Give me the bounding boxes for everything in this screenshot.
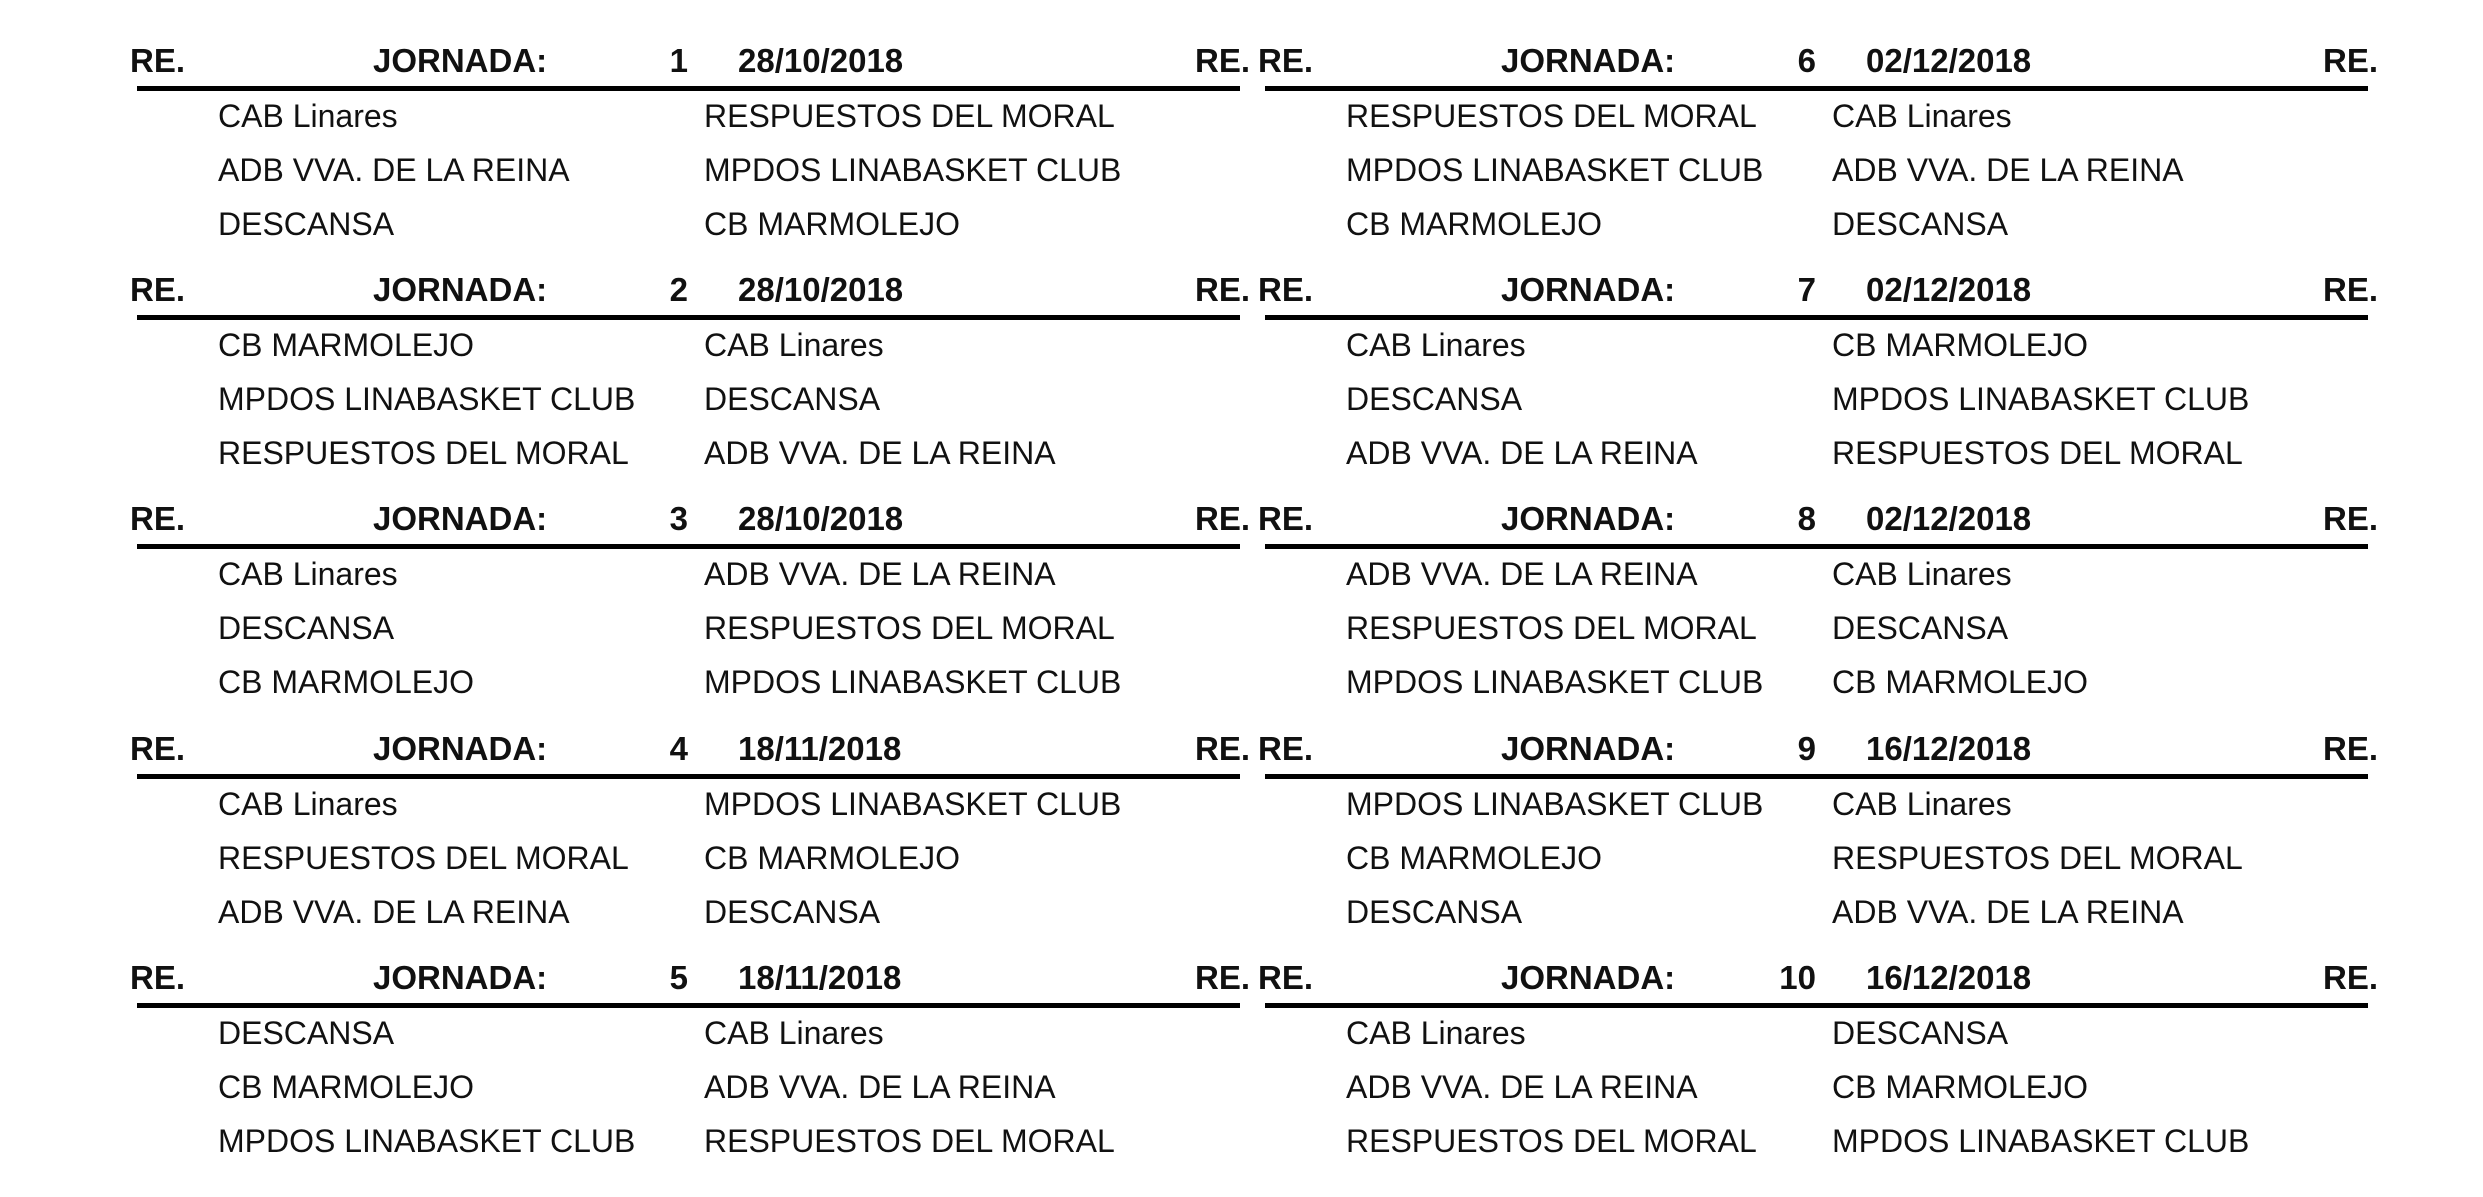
header-divider bbox=[137, 544, 1240, 549]
jornada-number: 4 bbox=[669, 730, 688, 767]
round-header bbox=[130, 40, 1250, 84]
re-label-right: RE. bbox=[2322, 730, 2378, 767]
away-team: RESPUESTOS DEL MORAL bbox=[704, 1123, 1115, 1159]
jornada-label: JORNADA: bbox=[373, 42, 548, 79]
jornada-label: JORNADA: bbox=[1501, 500, 1676, 537]
jornada-number: 1 bbox=[669, 42, 688, 79]
away-team: DESCANSA bbox=[1832, 206, 2009, 242]
away-team: CB MARMOLEJO bbox=[1832, 1069, 2089, 1105]
home-team: DESCANSA bbox=[1346, 381, 1523, 417]
away-team: ADB VVA. DE LA REINA bbox=[704, 556, 1056, 592]
re-label-right: RE. bbox=[2322, 42, 2378, 79]
home-team: MPDOS LINABASKET CLUB bbox=[1346, 786, 1764, 822]
match-row bbox=[130, 610, 1250, 664]
round-header bbox=[1258, 728, 2378, 772]
home-team: DESCANSA bbox=[218, 1015, 395, 1051]
away-team: RESPUESTOS DEL MORAL bbox=[1832, 840, 2243, 876]
away-team: CAB Linares bbox=[1832, 556, 2012, 592]
jornada-date: 02/12/2018 bbox=[1866, 271, 2032, 308]
jornada-date: 18/11/2018 bbox=[738, 959, 902, 996]
match-row bbox=[130, 327, 1250, 381]
match-row bbox=[130, 98, 1250, 152]
header-divider bbox=[1265, 1003, 2368, 1008]
away-team: CB MARMOLEJO bbox=[1832, 327, 2089, 363]
home-team: ADB VVA. DE LA REINA bbox=[218, 152, 570, 188]
jornada-date: 02/12/2018 bbox=[1866, 42, 2032, 79]
jornada-number: 3 bbox=[669, 500, 688, 537]
jornada-number: 5 bbox=[669, 959, 688, 996]
away-team: ADB VVA. DE LA REINA bbox=[1832, 152, 2184, 188]
away-team: DESCANSA bbox=[1832, 610, 2009, 646]
re-label-left: RE. bbox=[1258, 271, 1314, 308]
home-team: CAB Linares bbox=[1346, 327, 1526, 363]
jornada-label: JORNADA: bbox=[373, 959, 548, 996]
round-block bbox=[1258, 458, 2378, 700]
home-team: ADB VVA. DE LA REINA bbox=[1346, 1069, 1698, 1105]
away-team: MPDOS LINABASKET CLUB bbox=[1832, 381, 2250, 417]
home-team: MPDOS LINABASKET CLUB bbox=[218, 1123, 636, 1159]
jornada-label: JORNADA: bbox=[1501, 42, 1676, 79]
match-row bbox=[1258, 381, 2378, 435]
away-team: CB MARMOLEJO bbox=[704, 840, 961, 876]
home-team: ADB VVA. DE LA REINA bbox=[1346, 556, 1698, 592]
round-block bbox=[1258, 917, 2378, 1159]
home-team: CB MARMOLEJO bbox=[1346, 206, 1603, 242]
re-label-right: RE. bbox=[1194, 959, 1250, 996]
home-team: CB MARMOLEJO bbox=[218, 1069, 475, 1105]
away-team: DESCANSA bbox=[1832, 1015, 2009, 1051]
re-label-right: RE. bbox=[2322, 271, 2378, 308]
away-team: CB MARMOLEJO bbox=[704, 206, 961, 242]
re-label-right: RE. bbox=[2322, 959, 2378, 996]
home-team: CB MARMOLEJO bbox=[1346, 840, 1603, 876]
match-row bbox=[1258, 98, 2378, 152]
home-team: RESPUESTOS DEL MORAL bbox=[1346, 610, 1757, 646]
match-row bbox=[1258, 1069, 2378, 1123]
home-team: CAB Linares bbox=[218, 556, 398, 592]
header-divider bbox=[137, 1003, 1240, 1008]
away-team: CB MARMOLEJO bbox=[1832, 664, 2089, 700]
match-row bbox=[130, 1069, 1250, 1123]
home-team: CAB Linares bbox=[1346, 1015, 1526, 1051]
jornada-date: 16/12/2018 bbox=[1866, 959, 2032, 996]
jornada-label: JORNADA: bbox=[1501, 959, 1676, 996]
jornada-number: 2 bbox=[669, 271, 688, 308]
match-row bbox=[1258, 610, 2378, 664]
re-label-left: RE. bbox=[130, 500, 186, 537]
away-team: MPDOS LINABASKET CLUB bbox=[704, 664, 1122, 700]
away-team: RESPUESTOS DEL MORAL bbox=[1832, 435, 2243, 471]
round-block bbox=[130, 458, 1250, 700]
re-label-left: RE. bbox=[1258, 500, 1314, 537]
away-team: DESCANSA bbox=[704, 381, 881, 417]
header-divider bbox=[1265, 774, 2368, 779]
re-label-left: RE. bbox=[130, 730, 186, 767]
jornada-number: 10 bbox=[1779, 959, 1816, 996]
jornada-number: 7 bbox=[1797, 271, 1816, 308]
jornada-date: 16/12/2018 bbox=[1866, 730, 2032, 767]
away-team: CAB Linares bbox=[704, 327, 884, 363]
header-divider bbox=[137, 315, 1240, 320]
round-block bbox=[130, 688, 1250, 930]
jornada-number: 8 bbox=[1797, 500, 1816, 537]
jornada-label: JORNADA: bbox=[1501, 271, 1676, 308]
away-team: RESPUESTOS DEL MORAL bbox=[704, 98, 1115, 134]
round-block bbox=[130, 0, 1250, 242]
round-header bbox=[1258, 40, 2378, 84]
jornada-label: JORNADA: bbox=[373, 271, 548, 308]
away-team: RESPUESTOS DEL MORAL bbox=[704, 610, 1115, 646]
re-label-left: RE. bbox=[130, 42, 186, 79]
match-row bbox=[130, 1015, 1250, 1069]
away-team: CAB Linares bbox=[1832, 786, 2012, 822]
re-label-left: RE. bbox=[1258, 730, 1314, 767]
match-row bbox=[1258, 152, 2378, 206]
round-header bbox=[1258, 498, 2378, 542]
round-block bbox=[1258, 688, 2378, 930]
re-label-left: RE. bbox=[1258, 42, 1314, 79]
round-block bbox=[130, 917, 1250, 1159]
away-team: DESCANSA bbox=[704, 894, 881, 930]
match-row bbox=[130, 556, 1250, 610]
round-block bbox=[1258, 0, 2378, 242]
re-label-left: RE. bbox=[130, 271, 186, 308]
re-label-right: RE. bbox=[1194, 42, 1250, 79]
round-header bbox=[130, 498, 1250, 542]
home-team: RESPUESTOS DEL MORAL bbox=[218, 840, 629, 876]
jornada-label: JORNADA: bbox=[373, 730, 548, 767]
match-row bbox=[130, 840, 1250, 894]
header-divider bbox=[1265, 544, 2368, 549]
header-divider bbox=[137, 774, 1240, 779]
home-team: ADB VVA. DE LA REINA bbox=[1346, 435, 1698, 471]
match-row bbox=[1258, 1123, 2378, 1177]
match-row bbox=[1258, 556, 2378, 610]
round-header bbox=[1258, 269, 2378, 313]
home-team: MPDOS LINABASKET CLUB bbox=[1346, 152, 1764, 188]
home-team: MPDOS LINABASKET CLUB bbox=[218, 381, 636, 417]
re-label-right: RE. bbox=[1194, 730, 1250, 767]
jornada-label: JORNADA: bbox=[1501, 730, 1676, 767]
home-team: DESCANSA bbox=[218, 610, 395, 646]
match-row bbox=[1258, 327, 2378, 381]
round-block bbox=[1258, 229, 2378, 471]
match-row bbox=[130, 152, 1250, 206]
home-team: RESPUESTOS DEL MORAL bbox=[218, 435, 629, 471]
away-team: ADB VVA. DE LA REINA bbox=[704, 1069, 1056, 1105]
home-team: RESPUESTOS DEL MORAL bbox=[1346, 98, 1757, 134]
away-team: CAB Linares bbox=[704, 1015, 884, 1051]
home-team: CB MARMOLEJO bbox=[218, 664, 475, 700]
match-row bbox=[1258, 840, 2378, 894]
jornada-date: 28/10/2018 bbox=[738, 42, 904, 79]
home-team: ADB VVA. DE LA REINA bbox=[218, 894, 570, 930]
away-team: ADB VVA. DE LA REINA bbox=[1832, 894, 2184, 930]
home-team: MPDOS LINABASKET CLUB bbox=[1346, 664, 1764, 700]
jornada-date: 02/12/2018 bbox=[1866, 500, 2032, 537]
header-divider bbox=[1265, 315, 2368, 320]
re-label-left: RE. bbox=[130, 959, 186, 996]
jornada-date: 28/10/2018 bbox=[738, 271, 904, 308]
home-team: DESCANSA bbox=[1346, 894, 1523, 930]
away-team: MPDOS LINABASKET CLUB bbox=[704, 152, 1122, 188]
away-team: CAB Linares bbox=[1832, 98, 2012, 134]
home-team: CB MARMOLEJO bbox=[218, 327, 475, 363]
match-row bbox=[1258, 786, 2378, 840]
round-header bbox=[1258, 957, 2378, 1001]
jornada-date: 18/11/2018 bbox=[738, 730, 902, 767]
header-divider bbox=[1265, 86, 2368, 91]
away-team: MPDOS LINABASKET CLUB bbox=[704, 786, 1122, 822]
match-row bbox=[130, 786, 1250, 840]
re-label-left: RE. bbox=[1258, 959, 1314, 996]
home-team: DESCANSA bbox=[218, 206, 395, 242]
match-row bbox=[130, 1123, 1250, 1177]
round-header bbox=[130, 957, 1250, 1001]
jornada-number: 9 bbox=[1797, 730, 1816, 767]
re-label-right: RE. bbox=[1194, 500, 1250, 537]
round-header bbox=[130, 269, 1250, 313]
home-team: CAB Linares bbox=[218, 786, 398, 822]
round-block bbox=[130, 229, 1250, 471]
home-team: RESPUESTOS DEL MORAL bbox=[1346, 1123, 1757, 1159]
re-label-right: RE. bbox=[2322, 500, 2378, 537]
re-label-right: RE. bbox=[1194, 271, 1250, 308]
match-row bbox=[130, 381, 1250, 435]
round-header bbox=[130, 728, 1250, 772]
away-team: MPDOS LINABASKET CLUB bbox=[1832, 1123, 2250, 1159]
home-team: CAB Linares bbox=[218, 98, 398, 134]
jornada-label: JORNADA: bbox=[373, 500, 548, 537]
header-divider bbox=[137, 86, 1240, 91]
match-row bbox=[1258, 1015, 2378, 1069]
jornada-number: 6 bbox=[1797, 42, 1816, 79]
jornada-date: 28/10/2018 bbox=[738, 500, 904, 537]
away-team: ADB VVA. DE LA REINA bbox=[704, 435, 1056, 471]
